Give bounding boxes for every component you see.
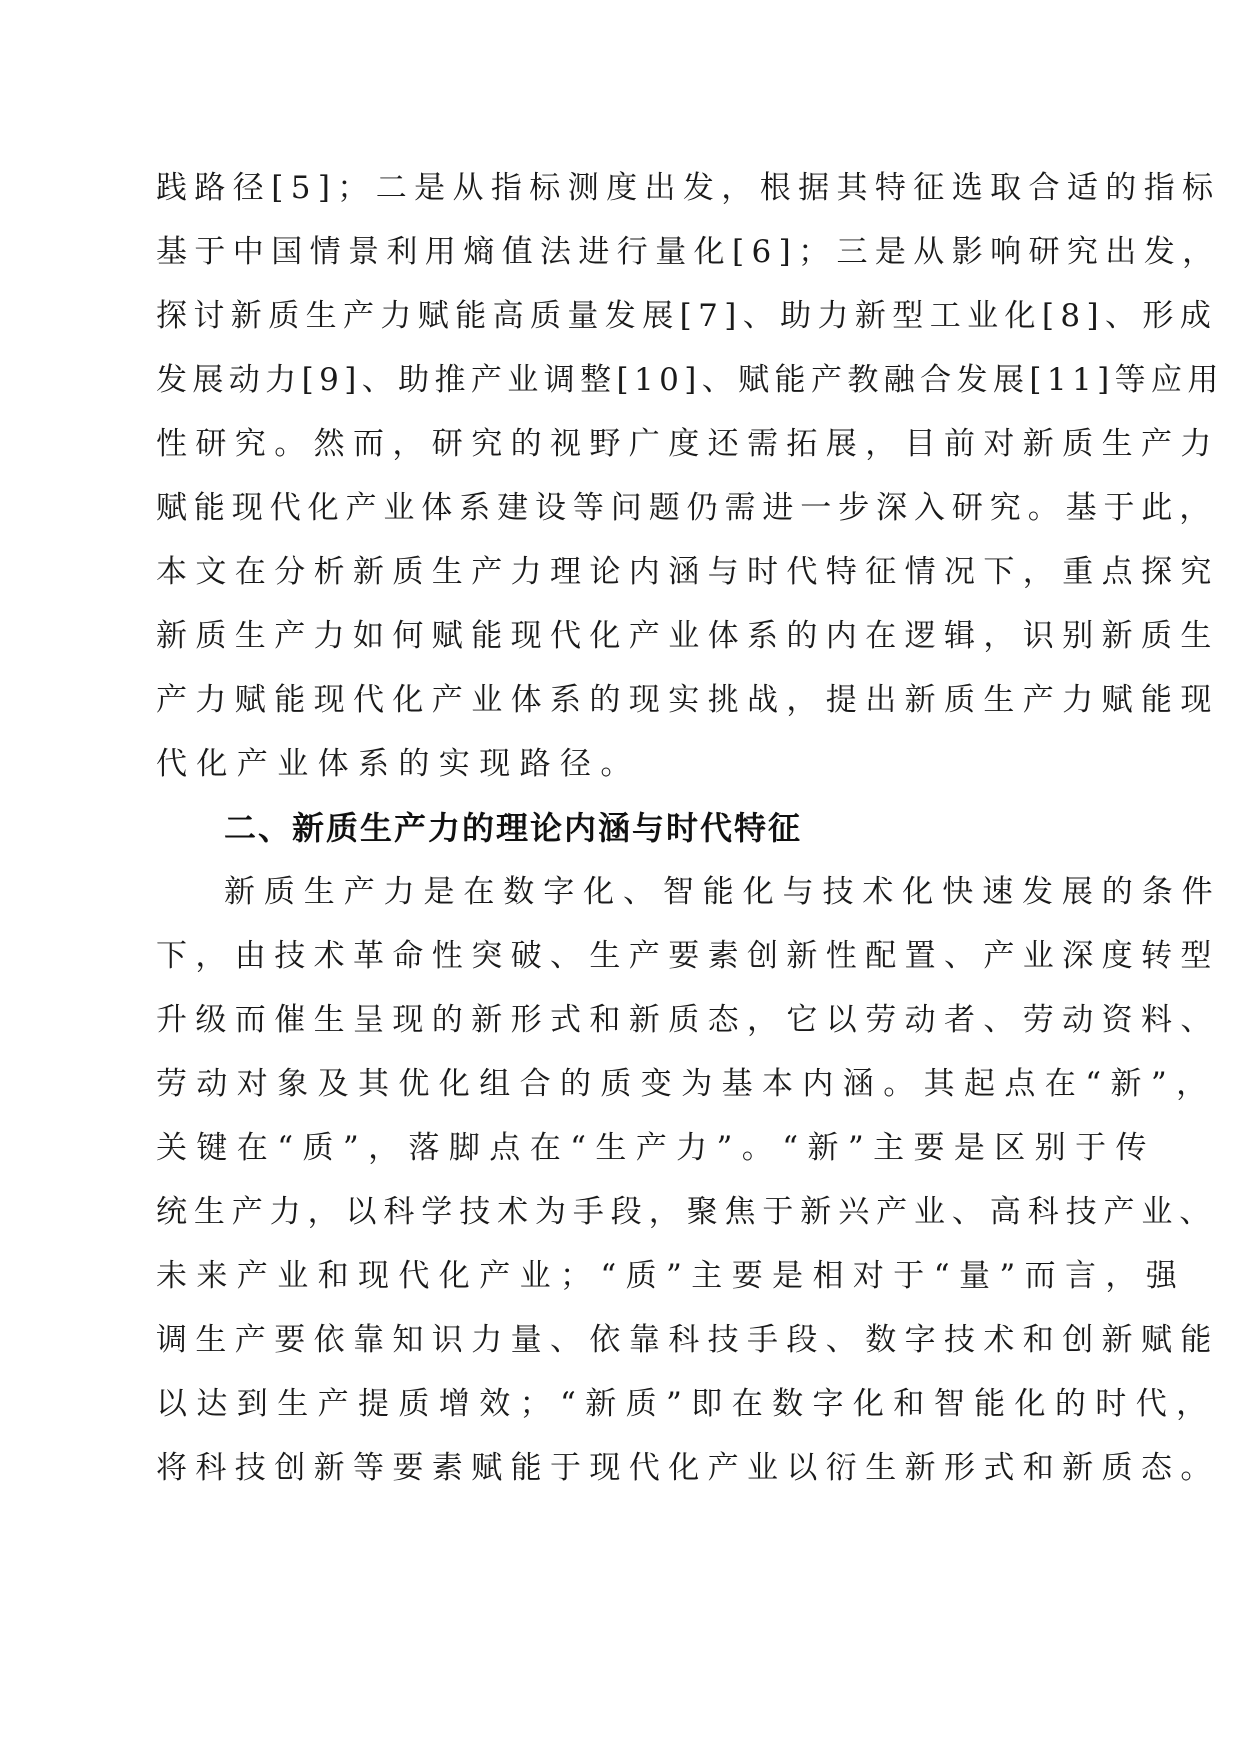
- paragraph-2-line-9: 以达到生产提质增效；“新质”即在数字化和智能化的时代，: [156, 1386, 1217, 1422]
- paragraph-1-line-1: 践路径[5]；二是从指标测度出发，根据其特征选取合适的指标: [156, 170, 1221, 206]
- paragraph-1-line-4: 发展动力[9]、助推产业调整[10]、赋能产教融合发展[11]等应用: [156, 362, 1224, 398]
- paragraph-2-line-2: 下，由技术革命性突破、生产要素创新性配置、产业深度转型: [156, 938, 1220, 974]
- paragraph-2-line-10: 将科技创新等要素赋能于现代化产业以衍生新形式和新质态。: [156, 1450, 1220, 1486]
- paragraph-1-line-8: 新质生产力如何赋能现代化产业体系的内在逻辑，识别新质生: [156, 618, 1220, 654]
- paragraph-2-line-5: 关键在“质”，落脚点在“生产力”。“新”主要是区别于传: [156, 1130, 1156, 1166]
- paragraph-2-line-7: 未来产业和现代化产业；“质”主要是相对于“量”而言，强: [156, 1258, 1187, 1294]
- paragraph-1-line-6: 赋能现代化产业体系建设等问题仍需进一步深入研究。基于此，: [156, 490, 1218, 526]
- paragraph-1-line-10: 代化产业体系的实现路径。: [156, 746, 641, 782]
- paragraph-1-line-5: 性研究。然而，研究的视野广度还需拓展，目前对新质生产力: [156, 426, 1220, 462]
- section-heading: 二、新质生产力的理论内涵与时代特征: [224, 809, 803, 847]
- paragraph-1-line-3: 探讨新质生产力赋能高质量发展[7]、助力新型工业化[8]、形成: [156, 298, 1218, 334]
- paragraph-1-line-2: 基于中国情景利用熵值法进行量化[6]；三是从影响研究出发，: [156, 234, 1221, 270]
- paragraph-2-line-8: 调生产要依靠知识力量、依靠科技手段、数字技术和创新赋能: [156, 1322, 1220, 1358]
- paragraph-1-line-7: 本文在分析新质生产力理论内涵与时代特征情况下，重点探究: [156, 554, 1220, 590]
- paragraph-2-line-4: 劳动对象及其优化组合的质变为基本内涵。其起点在“新”，: [156, 1066, 1217, 1102]
- paragraph-1-line-9: 产力赋能现代化产业体系的现实挑战，提出新质生产力赋能现: [156, 682, 1220, 718]
- paragraph-2-line-1: 新质生产力是在数字化、智能化与技术化快速发展的条件: [224, 874, 1222, 910]
- paragraph-2-line-3: 升级而催生呈现的新形式和新质态，它以劳动者、劳动资料、: [156, 1002, 1220, 1038]
- paragraph-2-line-6: 统生产力，以科学技术为手段，聚焦于新兴产业、高科技产业、: [156, 1194, 1218, 1230]
